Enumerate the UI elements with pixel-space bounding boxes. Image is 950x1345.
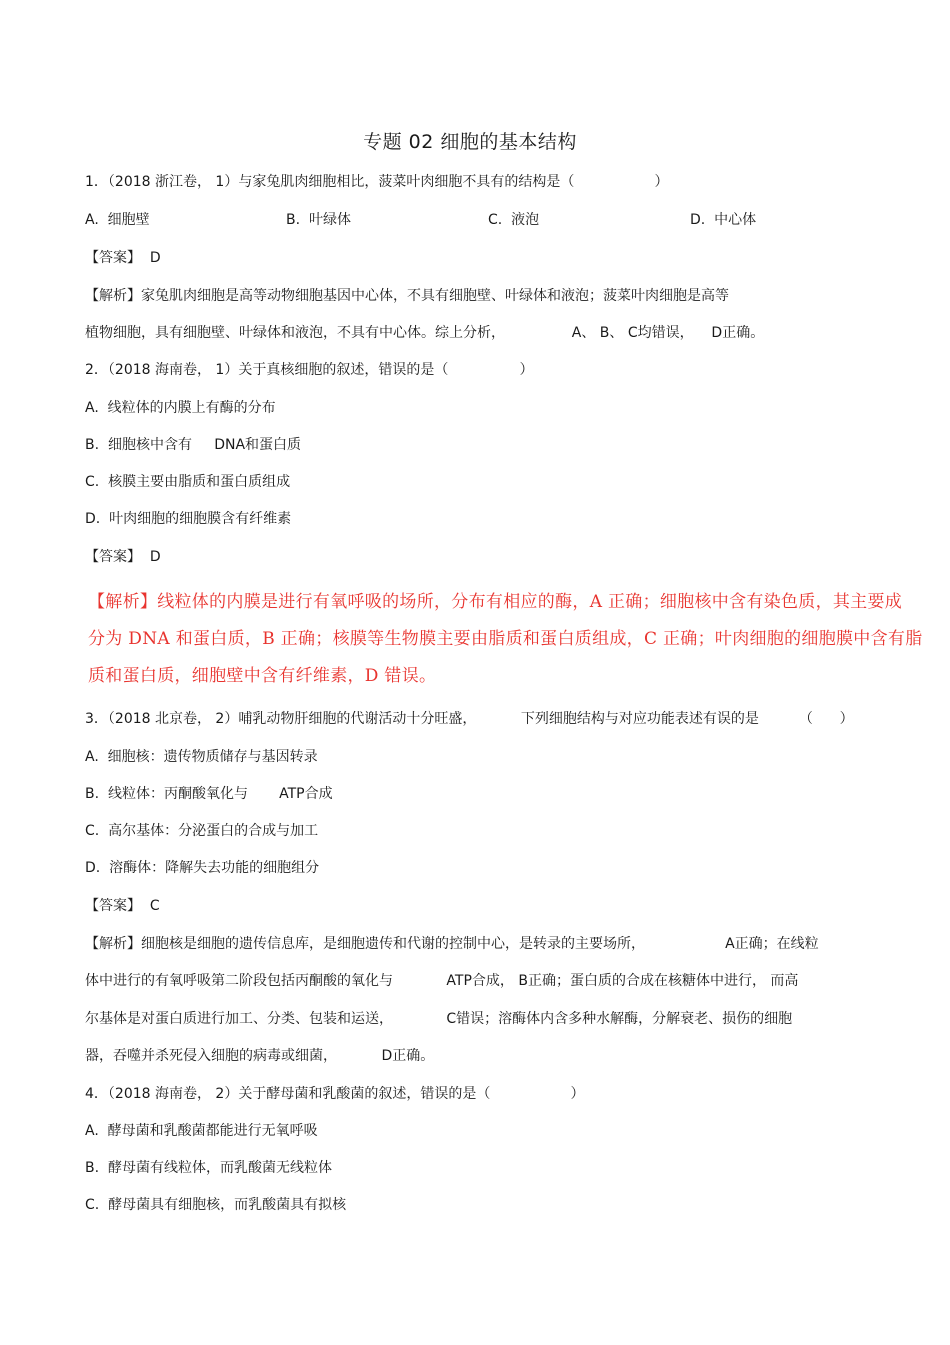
question-2-analysis-line-1: 【解析】线粒体的内膜是进行有氧呼吸的场所，分布有相应的酶，A 正确；细胞核中含有染色质，其主要成 bbox=[88, 592, 903, 612]
question-3-answer: 【答案】 C bbox=[85, 898, 160, 914]
question-2-option-c: C. 核膜主要由脂质和蛋白质组成 bbox=[85, 474, 291, 490]
question-2-option-a: A. 线粒体的内膜上有酶的分布 bbox=[85, 400, 276, 416]
question-3-analysis-line-3: 尔基体是对蛋白质进行加工、分类、包装和运送， C错误；溶酶体内含多种水解酶，分解衰老、损伤的细胞 bbox=[85, 1011, 793, 1027]
question-1-option-d: D. 中心体 bbox=[690, 212, 757, 228]
question-3-option-d: D. 溶酶体：降解失去功能的细胞组分 bbox=[85, 860, 320, 876]
question-4-stem: 4．（2018 海南卷， 2）关于酵母菌和乳酸菌的叙述，错误的是（ ） bbox=[85, 1086, 585, 1102]
question-3-option-c: C. 高尔基体：分泌蛋白的合成与加工 bbox=[85, 823, 319, 839]
question-1-option-a: A. 细胞壁 bbox=[85, 212, 150, 228]
question-4-option-b: B. 酵母菌有线粒体，而乳酸菌无线粒体 bbox=[85, 1160, 332, 1176]
question-3-analysis-line-1: 【解析】细胞核是细胞的遗传信息库，是细胞遗传和代谢的控制中心，是转录的主要场所， A正确；在线粒 bbox=[85, 936, 819, 952]
question-3-option-b: B. 线粒体：丙酮酸氧化与 ATP合成 bbox=[85, 786, 333, 802]
question-1-answer: 【答案】 D bbox=[85, 250, 161, 266]
question-2-answer: 【答案】 D bbox=[85, 549, 161, 565]
question-4-option-c: C. 酵母菌具有细胞核，而乳酸菌具有拟核 bbox=[85, 1197, 347, 1213]
question-2-analysis-line-2: 分为 DNA 和蛋白质，B 正确；核膜等生物膜主要由脂质和蛋白质组成，C 正确；叶肉细胞的细胞膜中含有脂 bbox=[88, 629, 923, 649]
question-3-option-a: A. 细胞核：遗传物质储存与基因转录 bbox=[85, 749, 318, 765]
question-1-analysis-line-1: 【解析】家兔肌肉细胞是高等动物细胞基因中心体，不具有细胞壁、叶绿体和液泡；菠菜叶肉细胞是高等 bbox=[85, 288, 729, 304]
question-1-option-c: C. 液泡 bbox=[488, 212, 540, 228]
question-4-option-a: A. 酵母菌和乳酸菌都能进行无氧呼吸 bbox=[85, 1123, 318, 1139]
question-3-stem: 3．（2018 北京卷， 2）哺乳动物肝细胞的代谢活动十分旺盛， 下列细胞结构与对应功能表述有误的是 （ ） bbox=[85, 711, 854, 727]
question-3-analysis-line-4: 器，吞噬并杀死侵入细胞的病毒或细菌， D正确。 bbox=[85, 1048, 435, 1064]
question-1-analysis-line-2: 植物细胞，具有细胞壁、叶绿体和液泡，不具有中心体。综上分析， A、 B、 C均错误， D正确。 bbox=[85, 325, 765, 341]
question-1-option-b: B. 叶绿体 bbox=[286, 212, 351, 228]
question-2-option-b: B. 细胞核中含有 DNA和蛋白质 bbox=[85, 437, 302, 453]
question-2-option-d: D. 叶肉细胞的细胞膜含有纤维素 bbox=[85, 511, 292, 527]
question-2-analysis-line-3: 质和蛋白质，细胞壁中含有纤维素，D 错误。 bbox=[88, 666, 437, 686]
question-2-stem: 2．（2018 海南卷， 1）关于真核细胞的叙述，错误的是（ ） bbox=[85, 362, 534, 378]
question-3-analysis-line-2: 体中进行的有氧呼吸第二阶段包括丙酮酸的氧化与 ATP合成， B正确；蛋白质的合成在核糖体中进行， 而高 bbox=[85, 973, 799, 989]
page-title: 专题 02 细胞的基本结构 bbox=[363, 131, 577, 153]
question-1-stem: 1．（2018 浙江卷， 1）与家兔肌肉细胞相比，菠菜叶肉细胞不具有的结构是（ ） bbox=[85, 174, 669, 190]
